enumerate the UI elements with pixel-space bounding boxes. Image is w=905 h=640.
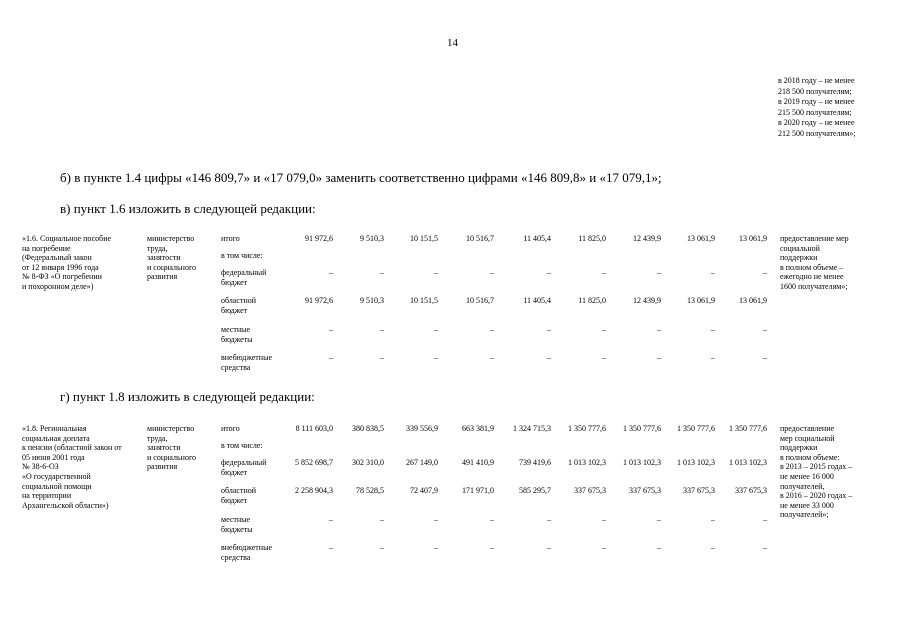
cell-2018: – — [657, 268, 661, 277]
executor: министерство труда, занятости и социального развития — [147, 424, 197, 472]
cell-2017: 1 350 777,6 — [568, 424, 606, 433]
row-label: местные бюджеты — [221, 325, 253, 344]
cell-2018: 12 439,9 — [633, 234, 661, 243]
cell-2015: – — [490, 515, 494, 524]
cell-2014: – — [434, 543, 438, 552]
cell-2018: – — [657, 515, 661, 524]
cell-2014: – — [434, 268, 438, 277]
cell-2014: – — [434, 325, 438, 334]
cell-2014: 10 151,5 — [410, 234, 438, 243]
row-label: местные бюджеты — [221, 515, 253, 534]
cell-2014: 267 149,0 — [406, 458, 438, 467]
cell-2018: 337 675,3 — [629, 486, 661, 495]
paragraph-v: в) пункт 1.6 изложить в следующей редакции: — [60, 201, 316, 216]
cell-2013: 9 510,3 — [360, 296, 384, 305]
cell-2013: 78 528,5 — [356, 486, 384, 495]
row-label: внебюджетные средства — [221, 353, 272, 372]
cell-2015: 491 410,9 — [462, 458, 494, 467]
cell-2013: – — [380, 543, 384, 552]
cell-2016: 11 405,4 — [523, 234, 551, 243]
cell-2016: – — [547, 543, 551, 552]
cell-2016: – — [547, 353, 551, 362]
cell-2017: – — [602, 268, 606, 277]
cell-2019: – — [711, 353, 715, 362]
cell-2018: – — [657, 353, 661, 362]
cell-2018: 1 013 102,3 — [623, 458, 661, 467]
cell-2016: – — [547, 268, 551, 277]
cell-2016: 739 419,6 — [519, 458, 551, 467]
cell-2018: – — [657, 543, 661, 552]
cell-2016: 585 295,7 — [519, 486, 551, 495]
cell-2019: – — [711, 325, 715, 334]
cell-2017: 337 675,3 — [574, 486, 606, 495]
row-label: федеральный бюджет — [221, 458, 267, 477]
cell-2019: 13 061,9 — [687, 234, 715, 243]
cell-2014: 72 407,9 — [410, 486, 438, 495]
cell-2016: 11 405,4 — [523, 296, 551, 305]
cell-2020: 1 013 102,3 — [729, 458, 767, 467]
cell-total: 5 852 698,7 — [295, 458, 333, 467]
cell-2013: – — [380, 268, 384, 277]
item-name: «1.6. Социальное пособие на погребение (Федеральный закон от 12 января 1996 года № 8-ФЗ «О погребении и похоронном деле») — [22, 234, 112, 291]
carryover-note: в 2018 году – не менее 218 500 получателям; в 2019 году – не менее 215 500 получателям; в 2020 году – не менее 212 500 получателям»; — [778, 76, 856, 138]
cell-total: – — [329, 353, 333, 362]
cell-2020: – — [763, 353, 767, 362]
cell-2015: – — [490, 353, 494, 362]
item-name: «1.8. Региональная социальная доплата к пенсии (областной закон от 05 июня 2001 года № 38-6-ОЗ «О государственной социальной помощи на территории Архангельской области») — [22, 424, 122, 510]
cell-total: 2 258 904,3 — [295, 486, 333, 495]
cell-2020: – — [763, 515, 767, 524]
cell-2020: 1 350 777,6 — [729, 424, 767, 433]
cell-2015: 171 971,0 — [462, 486, 494, 495]
cell-2020: 337 675,3 — [735, 486, 767, 495]
cell-2019: 1 013 102,3 — [677, 458, 715, 467]
cell-2020: – — [763, 325, 767, 334]
cell-2016: 1 324 715,3 — [513, 424, 551, 433]
cell-total: 91 972,6 — [305, 234, 333, 243]
cell-2013: – — [380, 515, 384, 524]
cell-total: – — [329, 515, 333, 524]
cell-2015: 10 516,7 — [466, 234, 494, 243]
row-label: областной бюджет — [221, 486, 257, 505]
cell-total: – — [329, 325, 333, 334]
cell-2018: 12 439,9 — [633, 296, 661, 305]
row-label: внебюджетные средства — [221, 543, 272, 562]
row-label: в том числе: — [221, 441, 263, 450]
cell-2019: – — [711, 515, 715, 524]
cell-2017: 11 825,0 — [578, 234, 606, 243]
cell-2014: – — [434, 353, 438, 362]
row-label: итого — [221, 234, 240, 243]
cell-2015: – — [490, 325, 494, 334]
cell-2016: – — [547, 515, 551, 524]
result-note: предоставление мер социальной поддержки в полном объеме – ежегодно не менее 1600 получателям»; — [780, 234, 849, 291]
cell-2019: 1 350 777,6 — [677, 424, 715, 433]
cell-2014: 10 151,5 — [410, 296, 438, 305]
row-label: федеральный бюджет — [221, 268, 267, 287]
cell-2017: 1 013 102,3 — [568, 458, 606, 467]
cell-2017: – — [602, 515, 606, 524]
cell-2014: – — [434, 515, 438, 524]
cell-2019: 13 061,9 — [687, 296, 715, 305]
cell-2018: 1 350 777,6 — [623, 424, 661, 433]
cell-2017: – — [602, 543, 606, 552]
cell-2013: 9 510,3 — [360, 234, 384, 243]
cell-total: – — [329, 268, 333, 277]
cell-total: 91 972,6 — [305, 296, 333, 305]
cell-2018: – — [657, 325, 661, 334]
cell-2013: 302 310,0 — [352, 458, 384, 467]
cell-2013: – — [380, 353, 384, 362]
cell-2019: – — [711, 543, 715, 552]
paragraph-g: г) пункт 1.8 изложить в следующей редакции: — [60, 389, 315, 404]
cell-2013: 380 838,5 — [352, 424, 384, 433]
row-label: итого — [221, 424, 240, 433]
cell-2020: – — [763, 543, 767, 552]
page-number: 14 — [447, 37, 458, 49]
cell-2013: – — [380, 325, 384, 334]
result-note: предоставление мер социальной поддержки в полном объеме: в 2013 – 2015 годах – не менее 16 000 получателей, в 2016 – 2020 годах – не менее 33 000 получателей»; — [780, 424, 853, 520]
cell-2014: 339 556,9 — [406, 424, 438, 433]
cell-total: – — [329, 543, 333, 552]
row-label: областной бюджет — [221, 296, 257, 315]
cell-2015: 10 516,7 — [466, 296, 494, 305]
cell-2019: 337 675,3 — [683, 486, 715, 495]
cell-2017: – — [602, 353, 606, 362]
cell-2015: – — [490, 268, 494, 277]
paragraph-b: б) в пункте 1.4 цифры «146 809,7» и «17 079,0» заменить соответственно цифрами «146 809,8» и «17 079,1»; — [60, 170, 662, 185]
cell-2017: 11 825,0 — [578, 296, 606, 305]
row-label: в том числе: — [221, 251, 263, 260]
cell-2020: 13 061,9 — [739, 234, 767, 243]
cell-2020: – — [763, 268, 767, 277]
cell-total: 8 111 603,0 — [295, 424, 333, 433]
cell-2020: 13 061,9 — [739, 296, 767, 305]
cell-2019: – — [711, 268, 715, 277]
executor: министерство труда, занятости и социального развития — [147, 234, 197, 282]
cell-2016: – — [547, 325, 551, 334]
cell-2017: – — [602, 325, 606, 334]
cell-2015: – — [490, 543, 494, 552]
cell-2015: 663 381,9 — [462, 424, 494, 433]
